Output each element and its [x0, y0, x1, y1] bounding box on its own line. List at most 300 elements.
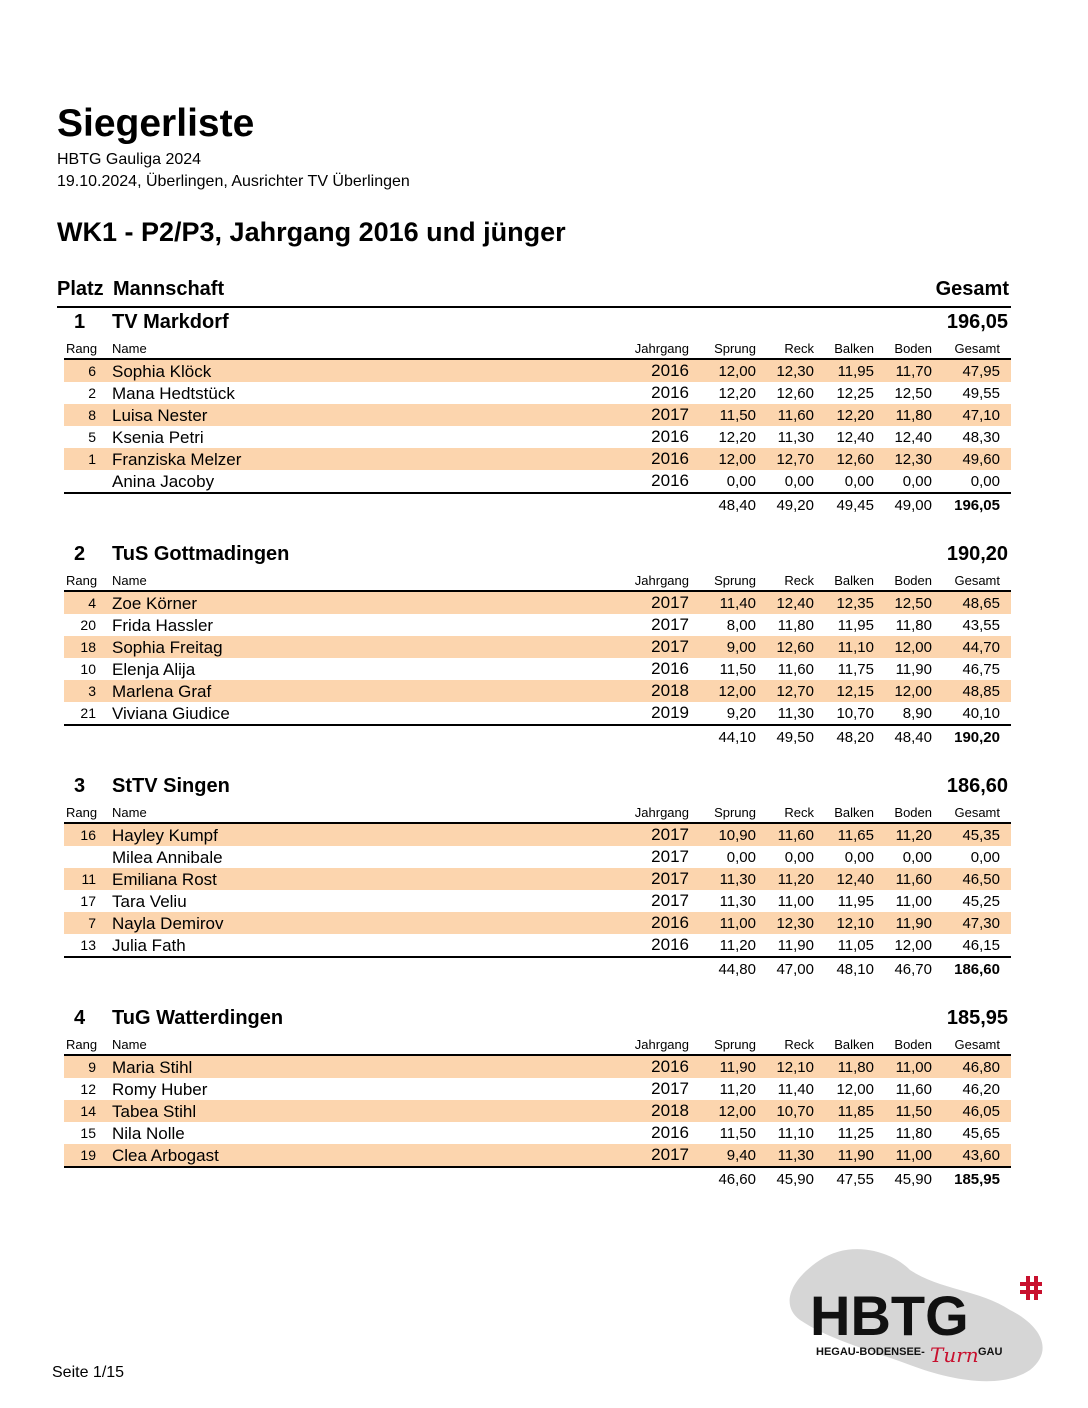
team-header	[64, 308, 1011, 338]
cell-score: 12,40	[776, 595, 814, 612]
cell-score: 48,85	[962, 683, 1000, 700]
cell-score: 12,00	[894, 683, 932, 700]
cell-score: 11,20	[895, 827, 932, 844]
cell-score: 11,85	[837, 1103, 874, 1120]
cell-score: 12,00	[718, 683, 756, 700]
cell-score: 43,60	[962, 1147, 1000, 1164]
team-sum: 196,05	[954, 497, 1000, 514]
cell-score: 46,05	[962, 1103, 1000, 1120]
cell-score: 0,00	[970, 849, 1000, 866]
col-name: Name	[112, 1037, 147, 1052]
cell-score: 12,00	[894, 937, 932, 954]
cell-score: 12,10	[776, 1059, 814, 1076]
cell-score: 12,30	[776, 363, 814, 380]
cell-score: 8,90	[902, 705, 932, 722]
cell-jahrgang: 2017	[651, 869, 689, 888]
cell-score: 10,70	[776, 1103, 814, 1120]
apparatus-sum: 47,55	[836, 1171, 874, 1188]
totals-row	[64, 958, 1011, 980]
cell-score: 11,80	[895, 407, 932, 424]
cell-score: 12,00	[836, 1081, 874, 1098]
cell-jahrgang: 2017	[651, 1079, 689, 1098]
col-name: Name	[112, 573, 147, 588]
cell-score: 11,20	[777, 871, 814, 888]
cell-score: 12,00	[718, 1103, 756, 1120]
cell-score: 0,00	[970, 473, 1000, 490]
cell-jahrgang: 2017	[651, 593, 689, 612]
cell-score: 12,10	[836, 915, 874, 932]
table-row	[64, 636, 1011, 658]
logo-cross	[1020, 1282, 1042, 1286]
cell-score: 11,80	[837, 1059, 874, 1076]
col-boden: Boden	[894, 805, 932, 820]
col-gesamt: Gesamt	[954, 341, 1000, 356]
cell-jahrgang: 2016	[651, 659, 689, 678]
cell-score: 11,90	[837, 1147, 874, 1164]
team-total: 185,95	[946, 1007, 1008, 1029]
cell-score: 12,00	[894, 639, 932, 656]
cell-score: 45,65	[962, 1125, 1000, 1142]
col-reck: Reck	[784, 1037, 814, 1052]
cell-score: 49,55	[962, 385, 1000, 402]
cell-score: 11,90	[777, 937, 814, 954]
cell-score: 46,20	[962, 1081, 1000, 1098]
col-balken: Balken	[834, 1037, 874, 1052]
cell-score: 11,10	[837, 639, 874, 656]
table-row	[64, 404, 1011, 426]
table-header	[57, 276, 1011, 308]
cell-score: 11,30	[719, 893, 756, 910]
cell-score: 11,90	[719, 1059, 756, 1076]
cell-name: Milea Annibale	[112, 848, 223, 867]
cell-score: 11,00	[895, 1059, 932, 1076]
cell-rang: 18	[80, 639, 96, 655]
table-row	[64, 448, 1011, 470]
col-rang: Rang	[66, 573, 98, 588]
cell-rang: 11	[81, 871, 96, 887]
cell-score: 11,90	[895, 661, 932, 678]
cell-rang: 1	[88, 451, 96, 467]
cell-jahrgang: 2016	[651, 449, 689, 468]
col-jahrgang: Jahrgang	[634, 341, 689, 356]
cell-score: 11,50	[719, 661, 756, 678]
cell-name: Marlena Graf	[112, 682, 212, 701]
cell-score: 12,30	[776, 915, 814, 932]
cell-jahrgang: 2018	[651, 1101, 689, 1120]
team-name: StTV Singen	[112, 775, 230, 797]
col-name: Name	[112, 805, 147, 820]
event-details: 19.10.2024, Überlingen, Ausrichter TV Überlingen	[57, 173, 410, 190]
hbtg-logo	[780, 1240, 1060, 1390]
cell-score: 48,30	[962, 429, 1000, 446]
team-total: 190,20	[946, 543, 1008, 565]
table-row	[64, 360, 1011, 382]
column-headers	[64, 570, 1011, 592]
team-header	[64, 772, 1011, 802]
cell-score: 12,30	[894, 451, 932, 468]
cell-jahrgang: 2016	[651, 935, 689, 954]
col-sprung: Sprung	[714, 1037, 756, 1052]
cell-score: 12,60	[776, 385, 814, 402]
apparatus-sum: 46,60	[718, 1171, 756, 1188]
cell-rang: 2	[88, 385, 96, 401]
cell-rang: 9	[88, 1059, 96, 1075]
cell-score: 11,00	[895, 893, 932, 910]
team-block	[64, 540, 1011, 748]
cell-name: Viviana Giudice	[112, 704, 230, 723]
cell-score: 11,95	[837, 617, 874, 634]
cell-rang: 10	[80, 661, 96, 677]
cell-score: 12,20	[718, 385, 756, 402]
cell-score: 11,00	[719, 915, 756, 932]
logo-hbtg: HBTG	[810, 1284, 969, 1347]
cell-score: 11,40	[777, 1081, 814, 1098]
cell-jahrgang: 2016	[651, 471, 689, 490]
cell-name: Tabea Stihl	[112, 1102, 197, 1121]
cell-jahrgang: 2017	[651, 891, 689, 910]
cell-score: 12,40	[894, 429, 932, 446]
cell-rang: 8	[88, 407, 96, 423]
col-balken: Balken	[834, 805, 874, 820]
cell-score: 11,60	[895, 1081, 932, 1098]
cell-score: 11,60	[777, 661, 814, 678]
cell-jahrgang: 2016	[651, 383, 689, 402]
cell-rang: 16	[80, 827, 96, 843]
cell-score: 47,95	[962, 363, 1000, 380]
table-row	[64, 426, 1011, 448]
cell-score: 12,50	[894, 595, 932, 612]
cell-name: Nayla Demirov	[112, 914, 224, 933]
cell-score: 46,80	[962, 1059, 1000, 1076]
cell-score: 9,40	[726, 1147, 756, 1164]
cell-jahrgang: 2016	[651, 1123, 689, 1142]
col-boden: Boden	[894, 573, 932, 588]
cell-jahrgang: 2018	[651, 681, 689, 700]
cell-score: 12,25	[836, 385, 874, 402]
cell-score: 12,35	[836, 595, 874, 612]
apparatus-sum: 47,00	[776, 961, 814, 978]
table-row	[64, 658, 1011, 680]
table-row	[64, 614, 1011, 636]
cell-score: 12,15	[836, 683, 874, 700]
cell-rang: 15	[80, 1125, 96, 1141]
team-sum: 186,60	[954, 961, 1000, 978]
apparatus-sum: 44,10	[718, 729, 756, 746]
apparatus-sum: 45,90	[776, 1171, 814, 1188]
cell-score: 12,40	[836, 871, 874, 888]
cell-score: 46,15	[962, 937, 1000, 954]
cell-score: 11,20	[719, 937, 756, 954]
cell-name: Anina Jacoby	[112, 472, 215, 491]
team-place: 1	[74, 311, 86, 333]
table-row	[64, 890, 1011, 912]
cell-score: 11,75	[837, 661, 874, 678]
cell-score: 12,70	[776, 683, 814, 700]
cell-score: 11,60	[895, 871, 932, 888]
col-sprung: Sprung	[714, 573, 756, 588]
cell-score: 45,35	[962, 827, 1000, 844]
cell-rang: 14	[80, 1103, 96, 1119]
cell-rang: 12	[80, 1081, 96, 1097]
team-place: 2	[74, 543, 86, 565]
team-total: 196,05	[946, 311, 1008, 333]
cell-name: Franziska Melzer	[112, 450, 242, 469]
apparatus-sum: 48,40	[894, 729, 932, 746]
cell-score: 0,00	[784, 473, 814, 490]
logo-suffix: GAU	[978, 1346, 1003, 1358]
cell-score: 12,40	[836, 429, 874, 446]
cell-name: Mana Hedtstück	[112, 384, 235, 403]
cell-score: 12,20	[718, 429, 756, 446]
cell-score: 49,60	[962, 451, 1000, 468]
cell-score: 11,10	[777, 1125, 814, 1142]
table-row	[64, 868, 1011, 890]
cell-score: 12,60	[776, 639, 814, 656]
cell-rang: 6	[88, 363, 96, 379]
apparatus-sum: 44,80	[718, 961, 756, 978]
apparatus-sum: 49,45	[836, 497, 874, 514]
col-reck: Reck	[784, 805, 814, 820]
cell-score: 40,10	[962, 705, 1000, 722]
col-jahrgang: Jahrgang	[634, 1037, 689, 1052]
cell-score: 0,00	[844, 473, 874, 490]
cell-score: 43,55	[962, 617, 1000, 634]
cell-score: 46,75	[962, 661, 1000, 678]
page-number: Seite 1/15	[52, 1364, 125, 1381]
cell-score: 11,80	[895, 617, 932, 634]
cell-score: 12,00	[718, 451, 756, 468]
cell-score: 12,50	[894, 385, 932, 402]
league-name: HBTG Gauliga 2024	[57, 151, 202, 168]
col-gesamt: Gesamt	[954, 573, 1000, 588]
table-row	[64, 1122, 1011, 1144]
col-gesamt: Gesamt	[954, 1037, 1000, 1052]
cell-score: 11,30	[777, 705, 814, 722]
cell-name: Zoe Körner	[112, 594, 198, 613]
col-boden: Boden	[894, 341, 932, 356]
cell-name: Emiliana Rost	[112, 870, 217, 889]
cell-jahrgang: 2017	[651, 637, 689, 656]
apparatus-sum: 49,50	[776, 729, 814, 746]
col-rang: Rang	[66, 341, 98, 356]
column-headers	[64, 338, 1011, 360]
competition-title: WK1 - P2/P3, Jahrgang 2016 und jünger	[57, 217, 566, 247]
cell-jahrgang: 2017	[651, 825, 689, 844]
col-name: Name	[112, 341, 147, 356]
cell-score: 12,70	[776, 451, 814, 468]
cell-score: 10,70	[836, 705, 874, 722]
cell-score: 11,25	[837, 1125, 874, 1142]
cell-name: Ksenia Petri	[112, 428, 204, 447]
team-header	[64, 540, 1011, 570]
cell-score: 11,50	[895, 1103, 932, 1120]
apparatus-sum: 48,20	[836, 729, 874, 746]
cell-jahrgang: 2016	[651, 913, 689, 932]
cell-score: 11,60	[777, 827, 814, 844]
cell-name: Frida Hassler	[112, 616, 214, 635]
cell-rang: 17	[80, 893, 96, 909]
team-sum: 185,95	[954, 1171, 1000, 1188]
cell-jahrgang: 2019	[651, 703, 689, 722]
cell-score: 11,70	[895, 363, 932, 380]
cell-rang: 13	[80, 937, 96, 953]
table-row	[64, 1078, 1011, 1100]
col-boden: Boden	[894, 1037, 932, 1052]
col-balken: Balken	[834, 341, 874, 356]
col-reck: Reck	[784, 341, 814, 356]
team-total: 186,60	[946, 775, 1008, 797]
cell-score: 11,95	[837, 363, 874, 380]
cell-name: Hayley Kumpf	[112, 826, 218, 845]
cell-score: 11,65	[837, 827, 874, 844]
team-block	[64, 1004, 1011, 1190]
cell-jahrgang: 2017	[651, 405, 689, 424]
cell-name: Nila Nolle	[112, 1124, 185, 1143]
cell-jahrgang: 2017	[651, 847, 689, 866]
cell-score: 0,00	[784, 849, 814, 866]
cell-score: 11,05	[837, 937, 874, 954]
cell-jahrgang: 2016	[651, 427, 689, 446]
cell-score: 11,90	[895, 915, 932, 932]
apparatus-sum: 49,20	[776, 497, 814, 514]
table-row	[64, 470, 1011, 492]
cell-name: Sophia Freitag	[112, 638, 223, 657]
cell-rang: 3	[88, 683, 96, 699]
cell-score: 11,20	[719, 1081, 756, 1098]
athlete-rows	[64, 1056, 1011, 1168]
totals-row	[64, 494, 1011, 516]
col-rang: Rang	[66, 805, 98, 820]
cell-jahrgang: 2017	[651, 1145, 689, 1164]
column-headers	[64, 802, 1011, 824]
table-row	[64, 934, 1011, 956]
table-row	[64, 846, 1011, 868]
cell-score: 11,50	[719, 407, 756, 424]
team-block	[64, 308, 1011, 516]
team-name: TuS Gottmadingen	[112, 543, 290, 565]
cell-score: 11,40	[719, 595, 756, 612]
header-gesamt: Gesamt	[935, 278, 1009, 300]
table-row	[64, 1056, 1011, 1078]
cell-name: Tara Veliu	[112, 892, 187, 911]
cell-score: 11,00	[895, 1147, 932, 1164]
cell-score: 0,00	[726, 849, 756, 866]
team-sum: 190,20	[954, 729, 1000, 746]
team-header	[64, 1004, 1011, 1034]
cell-score: 9,00	[726, 639, 756, 656]
cell-score: 9,20	[726, 705, 756, 722]
team-place: 3	[74, 775, 86, 797]
cell-score: 0,00	[844, 849, 874, 866]
col-sprung: Sprung	[714, 341, 756, 356]
table-row	[64, 824, 1011, 846]
table-row	[64, 382, 1011, 404]
team-block	[64, 772, 1011, 980]
cell-score: 0,00	[726, 473, 756, 490]
cell-score: 10,90	[718, 827, 756, 844]
cell-rang: 21	[80, 705, 96, 721]
apparatus-sum: 49,00	[894, 497, 932, 514]
table-row	[64, 592, 1011, 614]
col-reck: Reck	[784, 573, 814, 588]
table-row	[64, 702, 1011, 724]
col-jahrgang: Jahrgang	[634, 573, 689, 588]
athlete-rows	[64, 824, 1011, 958]
athlete-rows	[64, 592, 1011, 726]
cell-score: 11,60	[777, 407, 814, 424]
cell-rang: 7	[88, 915, 96, 931]
cell-name: Maria Stihl	[112, 1058, 193, 1077]
cell-rang: 5	[88, 429, 96, 445]
cell-score: 0,00	[902, 849, 932, 866]
team-name: TuG Watterdingen	[112, 1007, 284, 1029]
cell-rang: 20	[80, 617, 96, 633]
cell-rang: 4	[88, 595, 96, 611]
cell-rang: 19	[80, 1147, 96, 1163]
cell-score: 44,70	[962, 639, 1000, 656]
totals-row	[64, 1168, 1011, 1190]
cell-score: 12,20	[836, 407, 874, 424]
cell-score: 11,30	[777, 1147, 814, 1164]
cell-name: Luisa Nester	[112, 406, 208, 425]
totals-row	[64, 726, 1011, 748]
cell-jahrgang: 2016	[651, 361, 689, 380]
column-headers	[64, 1034, 1011, 1056]
table-row	[64, 912, 1011, 934]
athlete-rows	[64, 360, 1011, 494]
team-name: TV Markdorf	[112, 311, 229, 333]
cell-score: 12,60	[836, 451, 874, 468]
apparatus-sum: 46,70	[894, 961, 932, 978]
col-sprung: Sprung	[714, 805, 756, 820]
team-place: 4	[74, 1007, 86, 1029]
cell-jahrgang: 2016	[651, 1057, 689, 1076]
cell-name: Sophia Klöck	[112, 362, 212, 381]
cell-name: Elenja Alija	[112, 660, 196, 679]
cell-score: 47,10	[962, 407, 1000, 424]
header-platz: Platz	[57, 278, 104, 300]
cell-score: 11,50	[719, 1125, 756, 1142]
cell-score: 0,00	[902, 473, 932, 490]
cell-score: 47,30	[962, 915, 1000, 932]
table-row	[64, 1144, 1011, 1166]
cell-score: 11,80	[895, 1125, 932, 1142]
apparatus-sum: 48,10	[836, 961, 874, 978]
table-row	[64, 680, 1011, 702]
col-rang: Rang	[66, 1037, 98, 1052]
cell-score: 11,30	[777, 429, 814, 446]
page-title: Siegerliste	[57, 102, 255, 145]
cell-score: 11,95	[837, 893, 874, 910]
cell-name: Julia Fath	[112, 936, 186, 955]
table-row	[64, 1100, 1011, 1122]
cell-score: 11,30	[719, 871, 756, 888]
apparatus-sum: 48,40	[718, 497, 756, 514]
cell-score: 12,00	[718, 363, 756, 380]
header-mannschaft: Mannschaft	[113, 278, 225, 300]
cell-jahrgang: 2017	[651, 615, 689, 634]
col-balken: Balken	[834, 573, 874, 588]
cell-score: 8,00	[726, 617, 756, 634]
logo-script: Turn	[930, 1343, 979, 1367]
cell-score: 11,00	[777, 893, 814, 910]
cell-name: Romy Huber	[112, 1080, 208, 1099]
apparatus-sum: 45,90	[894, 1171, 932, 1188]
cell-score: 11,80	[777, 617, 814, 634]
cell-name: Clea Arbogast	[112, 1146, 219, 1165]
cell-score: 46,50	[962, 871, 1000, 888]
col-jahrgang: Jahrgang	[634, 805, 689, 820]
